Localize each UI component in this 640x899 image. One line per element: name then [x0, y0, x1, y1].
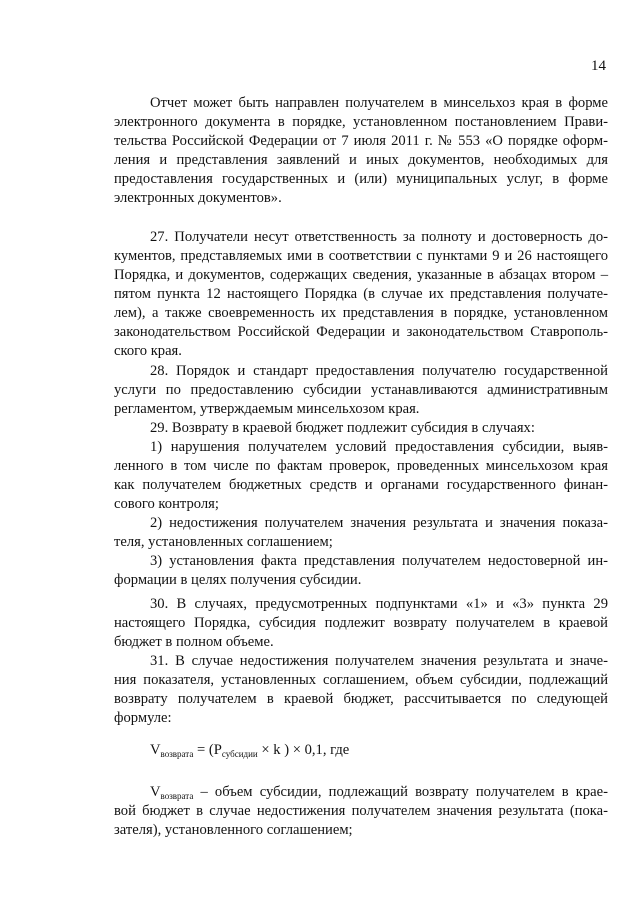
- text-line: лем), а также своевременность их представления в порядке, установленном: [114, 305, 608, 321]
- text-line: пятом пункта 12 настоящего Порядка (в случае их представления получате-: [114, 286, 608, 302]
- formula: [114, 741, 608, 760]
- text-line: тельства Российской Федерации от 7 июля 2011 г. № 553 «О порядке оформ-: [114, 133, 608, 149]
- text-line: ния показателя, установленных соглашением, объем субсидии, подлежащий: [114, 672, 608, 688]
- text-line: предоставления государственных и (или) муниципальных услуг, в форме: [114, 171, 608, 187]
- text-line: кументов, представляемых ими в соответствии с пунктами 9 и 26 настоящего: [114, 248, 608, 264]
- paragraph-30: [114, 595, 608, 652]
- definition-v-subscript: возврата: [160, 791, 194, 801]
- formula-p-subscript: субсидии: [221, 749, 258, 759]
- text-line: 31. В случае недостижения получателем значения результата и значе-: [150, 653, 608, 669]
- text-line: ления и представления заявлений и иных документов, необходимых для: [114, 152, 608, 168]
- text-line: регламентом, утверждаемым минсельхозом края.: [114, 401, 420, 417]
- text-line: 1) нарушения получателем условий предоставления субсидии, выяв-: [150, 439, 608, 455]
- text-line: настоящего Порядка, субсидия подлежит возврату получателем в краевой: [114, 615, 608, 631]
- text-line: электронного документа в порядке, установленном постановлением Прави-: [114, 114, 608, 130]
- text-line: 3) установления факта представления получателем недостоверной ин-: [150, 553, 608, 569]
- text-line: Порядка, и документов, содержащих сведения, указанные в абзацах втором –: [114, 267, 608, 283]
- paragraph-report-submission: [114, 94, 608, 208]
- text-line: возврату получателем в краевой бюджет, рассчитывается по следующей: [114, 691, 608, 707]
- text-line: 29. Возврату в краевой бюджет подлежит субсидия в случаях:: [150, 420, 535, 436]
- text-line: электронных документов».: [114, 190, 282, 206]
- formula-equals-p: = (P: [193, 742, 222, 758]
- text-line: бюджет в полном объеме.: [114, 634, 274, 650]
- text-line: формации в целях получения субсидии.: [114, 572, 362, 588]
- text-line: законодательством Российской Федерации и законодательством Ставрополь-: [114, 324, 608, 340]
- paragraph-29: [114, 419, 608, 590]
- text-line: ского края.: [114, 343, 182, 359]
- paragraph-28: [114, 362, 608, 419]
- text-line: вой бюджет в случае недостижения получателем значения результата (пока-: [114, 803, 608, 819]
- text-line: 27. Получатели несут ответственность за полноту и достоверность до-: [150, 229, 608, 245]
- text-line: зателя), установленного соглашением;: [114, 822, 353, 838]
- formula-rest: × k ) × 0,1, где: [257, 742, 350, 758]
- formula-v-symbol: V: [150, 742, 161, 758]
- definition-v-symbol: V: [150, 784, 161, 800]
- text-line: как получателем бюджетных средств и органами государственного финан-: [114, 477, 608, 493]
- text-line: услуги по предоставлению субсидии устанавливаются административным: [114, 382, 608, 398]
- text-line: формуле:: [114, 710, 172, 726]
- definition-v-return: [114, 783, 608, 840]
- text-line: 2) недостижения получателем значения результата и значения показа-: [150, 515, 608, 531]
- text-line: 28. Порядок и стандарт предоставления получателю государственной: [150, 363, 608, 379]
- text-line: 30. В случаях, предусмотренных подпунктами «1» и «3» пункта 29: [150, 596, 608, 612]
- formula-v-subscript: возврата: [160, 749, 194, 759]
- text-line: теля, установленных соглашением;: [114, 534, 333, 550]
- text-line: сового контроля;: [114, 496, 219, 512]
- text-line: Отчет может быть направлен получателем в минсельхоз края в форме: [150, 95, 608, 111]
- paragraph-27: [114, 228, 608, 361]
- page-number: 14: [591, 58, 606, 74]
- paragraph-31: [114, 652, 608, 728]
- definition-text: – объем субсидии, подлежащий возврату получателем в крае-: [193, 784, 608, 800]
- text-line: ленного в том числе по фактам проверок, проведенных минсельхозом края: [114, 458, 608, 474]
